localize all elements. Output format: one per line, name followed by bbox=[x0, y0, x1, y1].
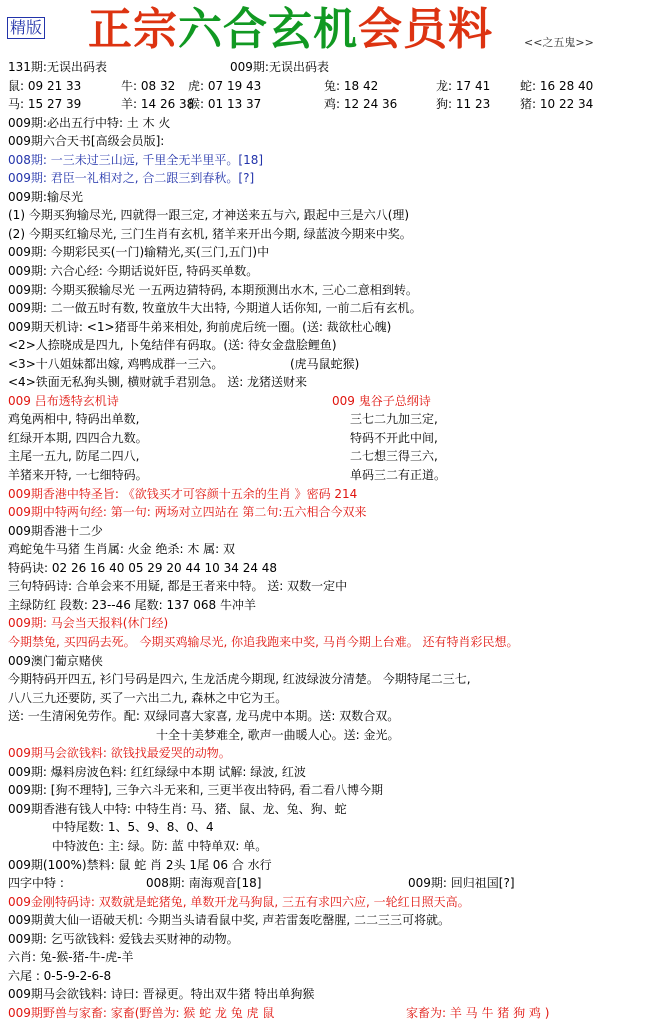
line-segment: 009期六合天书[高级会员版]: bbox=[8, 134, 165, 149]
version-badge: 精版 bbox=[7, 17, 45, 39]
line-segment: 龙: 17 41 bbox=[436, 78, 491, 93]
text-line bbox=[8, 355, 660, 374]
line-segment: 主绿防红 段数: 23--46 尾数: 137 068 牛冲羊 bbox=[8, 597, 256, 612]
text-line bbox=[8, 447, 660, 466]
text-line bbox=[8, 856, 660, 875]
line-segment: 红绿开本期, 四四合九数。 bbox=[8, 430, 148, 445]
text-line bbox=[8, 281, 660, 300]
line-segment: (2) 今期买红输尽光, 三门生肖有玄机, 猪羊来开出今期, 绿蓝波今期来中奖。 bbox=[8, 226, 412, 241]
text-line bbox=[8, 58, 660, 77]
line-segment: 单码三二有正道。 bbox=[350, 468, 447, 483]
line-segment: 009期: 二一做五时有数, 牧童放牛大出特, 今期道人话你知, 一前二后有玄机。 bbox=[8, 301, 422, 316]
line-segment: 009期黄大仙一语破天机: 今期当头请看鼠中奖, 声若雷轰吃罄腥, 二二三三可将就。 bbox=[8, 913, 451, 928]
text-line bbox=[8, 540, 660, 559]
line-segment: 009期中特两句经: 第一句: 两场对立四站在 第二句:五六相合今双来 bbox=[8, 505, 367, 520]
text-line bbox=[8, 169, 660, 188]
text-line bbox=[8, 967, 660, 986]
line-segment: 猴: 01 13 37 bbox=[188, 97, 262, 112]
line-segment: 今期禁兔, 买四码去死。 今期买鸡输尽光, 你追我跑来中奖, 马肖今期上台难。 还有特肖彩民想。 bbox=[8, 634, 519, 649]
line-segment: 兔: 18 42 bbox=[324, 78, 379, 93]
line-segment: 鼠: 09 21 33 bbox=[8, 78, 82, 93]
text-line bbox=[8, 1004, 660, 1022]
text-line bbox=[8, 596, 660, 615]
text-line bbox=[8, 225, 660, 244]
text-line bbox=[8, 114, 660, 133]
text-line bbox=[8, 95, 660, 114]
text-line bbox=[8, 985, 660, 1004]
text-line bbox=[8, 818, 660, 837]
line-segment: 009期: 今期彩民买(一门)输精光,买(三门,五门)中 bbox=[8, 245, 270, 260]
line-segment: <4>铁面无私狗头铡, 横财就手君别急。 送: 龙猪送财来 bbox=[8, 375, 308, 390]
line-segment: 十全十美梦难全, 歌声一曲暖人心。送: 金光。 bbox=[156, 727, 400, 742]
line-segment: 蛇: 16 28 40 bbox=[520, 78, 594, 93]
title-part-1: 正宗 bbox=[88, 4, 178, 55]
title-part-3: 玄机 bbox=[268, 4, 358, 55]
text-line bbox=[8, 466, 660, 485]
line-segment: 六尾 : 0-5-9-2-6-8 bbox=[8, 968, 112, 983]
text-line bbox=[8, 707, 660, 726]
line-segment: 009期: 六合心经: 今期话说奸臣, 特码买单数。 bbox=[8, 264, 259, 279]
line-segment: 鸡蛇兔牛马猪 生肖属: 火金 绝杀: 木 属: 双 bbox=[8, 542, 236, 557]
line-segment: 131期:无误出码表 bbox=[8, 60, 107, 74]
line-segment: 羊: 14 26 38 bbox=[121, 97, 195, 112]
line-segment: 009期天机诗: <1>猪哥牛弟来相处, 狗前虎后统一圈。(送: 裁欲杜心魄) bbox=[8, 319, 392, 334]
line-segment: <3>十八姐妹都出嫁, 鸡鸭成群一三六。 bbox=[8, 356, 224, 371]
line-segment: 鸡: 12 24 36 bbox=[324, 97, 398, 112]
line-segment: 送: 一生清闲免劳作。配: 双绿同喜大家喜, 龙马虎中本期。送: 双数合双。 bbox=[8, 709, 400, 724]
line-segment: 中特波色: 主: 绿。防: 蓝 中特单双: 单。 bbox=[52, 838, 268, 853]
line-segment: 009期:无误出码表 bbox=[230, 60, 329, 74]
text-line bbox=[8, 151, 660, 170]
line-segment: 009期马会欲钱料: 诗曰: 晋禄更。特出双牛猪 特出单狗猴 bbox=[8, 987, 315, 1002]
text-line bbox=[8, 781, 660, 800]
line-segment: 008期: 南海观音[18] bbox=[146, 876, 262, 891]
text-line bbox=[8, 485, 660, 504]
text-line bbox=[8, 429, 660, 448]
text-line bbox=[8, 948, 660, 967]
text-line bbox=[8, 689, 660, 708]
line-segment: 009期香港十二少 bbox=[8, 523, 103, 538]
line-segment: 009 吕布透特玄机诗 bbox=[8, 393, 119, 408]
line-segment: 008期: 一三未过三山远, 千里全无半里平。[18] bbox=[8, 152, 264, 167]
text-line bbox=[8, 522, 660, 541]
line-segment: 009期:必出五行中特: 土 木 火 bbox=[8, 115, 171, 130]
line-segment: 主尾一五九, 防尾二四八, bbox=[8, 449, 140, 464]
text-line bbox=[8, 77, 660, 96]
line-segment: 特码不开此中间, bbox=[350, 430, 438, 445]
line-segment: 009期: 乞丐欲钱料: 爱钱去买财神的动物。 bbox=[8, 931, 239, 946]
text-line bbox=[8, 837, 660, 856]
line-segment: 中特尾数: 1、5、9、8、0、4 bbox=[52, 820, 214, 835]
line-segment: 009期香港中特圣旨: 《欲钱买才可容颜十五余的生肖 》密码 214 bbox=[8, 486, 358, 501]
line-segment: 六肖: 兔-猴-猪-牛-虎-羊 bbox=[8, 950, 134, 965]
line-segment: 009期香港有钱人中特: 中特生肖: 马、猪、鼠、龙、兔、狗、蛇 bbox=[8, 801, 347, 816]
line-segment: 009期: [狗不理特], 三争六斗无来和, 三更半夜出特码, 看二看八博今期 bbox=[8, 783, 384, 798]
line-segment: 虎: 07 19 43 bbox=[188, 78, 262, 93]
text-line bbox=[8, 911, 660, 930]
text-line bbox=[8, 206, 660, 225]
line-segment: 特码诀: 02 26 16 40 05 29 20 44 10 34 24 48 bbox=[8, 560, 278, 575]
line-segment: 009期: 今期买猴输尽光 一五两边猜特码, 本期预测出水木, 三心二意相到转。 bbox=[8, 282, 418, 297]
text-line bbox=[8, 188, 660, 207]
line-segment: 鸡兔两相中, 特码出单数, bbox=[8, 412, 140, 427]
line-segment: 009期马会欲钱料: 欲钱找最爱哭的动物。 bbox=[8, 746, 231, 761]
line-segment: 009期:输尽光 bbox=[8, 189, 83, 204]
line-segment: 牛: 08 32 bbox=[121, 78, 176, 93]
text-line bbox=[8, 670, 660, 689]
text-line bbox=[8, 633, 660, 652]
text-line bbox=[8, 893, 660, 912]
text-line bbox=[8, 336, 660, 355]
text-line bbox=[8, 726, 660, 745]
text-line bbox=[8, 318, 660, 337]
line-segment: 四字中特 : bbox=[8, 876, 64, 891]
text-line bbox=[8, 373, 660, 392]
text-line bbox=[8, 132, 660, 151]
line-segment: 二七想三得三六, bbox=[350, 449, 438, 464]
author-tag: <<之五鬼>> bbox=[524, 36, 594, 49]
text-line bbox=[8, 299, 660, 318]
line-segment: 猪: 10 22 34 bbox=[520, 97, 594, 112]
line-segment: 家畜为: 羊 马 牛 猪 狗 鸡 ) bbox=[406, 1005, 550, 1020]
line-segment: 009期: 马会当天报料(休门经) bbox=[8, 616, 169, 631]
line-segment: 009期(100%)禁料: 鼠 蛇 肖 2头 1尾 06 合 水行 bbox=[8, 857, 272, 872]
line-segment: (1) 今期买狗输尽光, 四就得一跟三定, 才神送来五与六, 跟起中三是六八(理) bbox=[8, 208, 410, 223]
text-line bbox=[8, 392, 660, 411]
text-line bbox=[8, 800, 660, 819]
line-segment: 三句特码诗: 合单会来不用疑, 都是王者来中特。 送: 双数一定中 bbox=[8, 579, 348, 594]
title-part-5: 料 bbox=[448, 4, 493, 55]
text-line bbox=[8, 874, 660, 893]
line-segment: 009期: 回归祖国[?] bbox=[408, 876, 515, 891]
line-segment: 羊猪来开特, 一七细特码。 bbox=[8, 468, 148, 483]
page-title bbox=[88, 4, 493, 56]
text-line bbox=[8, 262, 660, 281]
text-line bbox=[8, 763, 660, 782]
content-body bbox=[8, 58, 660, 1022]
line-segment: <2>人捺晓成是四九, 卜兔结伴有码取。(送: 待女金盘脍鲤鱼) bbox=[8, 338, 337, 353]
line-segment: 009 鬼谷子总纲诗 bbox=[332, 393, 431, 408]
line-segment: 009金刚特码诗: 双数就是蛇猪兔, 单数开龙马狗鼠, 三五有求四六应, 一轮红日照天高。 bbox=[8, 894, 470, 909]
text-line bbox=[8, 652, 660, 671]
text-line bbox=[8, 614, 660, 633]
text-line bbox=[8, 410, 660, 429]
title-part-2: 六合 bbox=[178, 4, 268, 55]
line-segment: 八八三九还要防, 买了一六出二九, 森林之中它为王。 bbox=[8, 690, 288, 705]
line-segment: 今期特码开四五, 衫门号码是四六, 生龙活虎今期现, 红波绿波分清楚。 今期特尾二三七, bbox=[8, 672, 471, 687]
text-line bbox=[8, 577, 660, 596]
line-segment: 马: 15 27 39 bbox=[8, 97, 82, 112]
line-segment: 三七二九加三定, bbox=[350, 412, 438, 427]
text-line bbox=[8, 503, 660, 522]
line-segment: 009期野兽与家畜: 家畜(野兽为: 猴 蛇 龙 兔 虎 鼠 bbox=[8, 1005, 275, 1020]
text-line bbox=[8, 744, 660, 763]
line-segment: (虎马鼠蛇猴) bbox=[290, 356, 360, 371]
line-segment: 009期: 君臣一礼相对之, 合二跟三到春秋。[?] bbox=[8, 171, 255, 186]
line-segment: 009期: 爆料房波色料: 红红绿绿中本期 试解: 绿波, 红波 bbox=[8, 764, 306, 779]
line-segment: 狗: 11 23 bbox=[436, 97, 491, 112]
title-part-4: 会员 bbox=[358, 4, 448, 55]
text-line bbox=[8, 930, 660, 949]
line-segment: 009澳门葡京赌侠 bbox=[8, 653, 103, 668]
text-line bbox=[8, 559, 660, 578]
text-line bbox=[8, 243, 660, 262]
